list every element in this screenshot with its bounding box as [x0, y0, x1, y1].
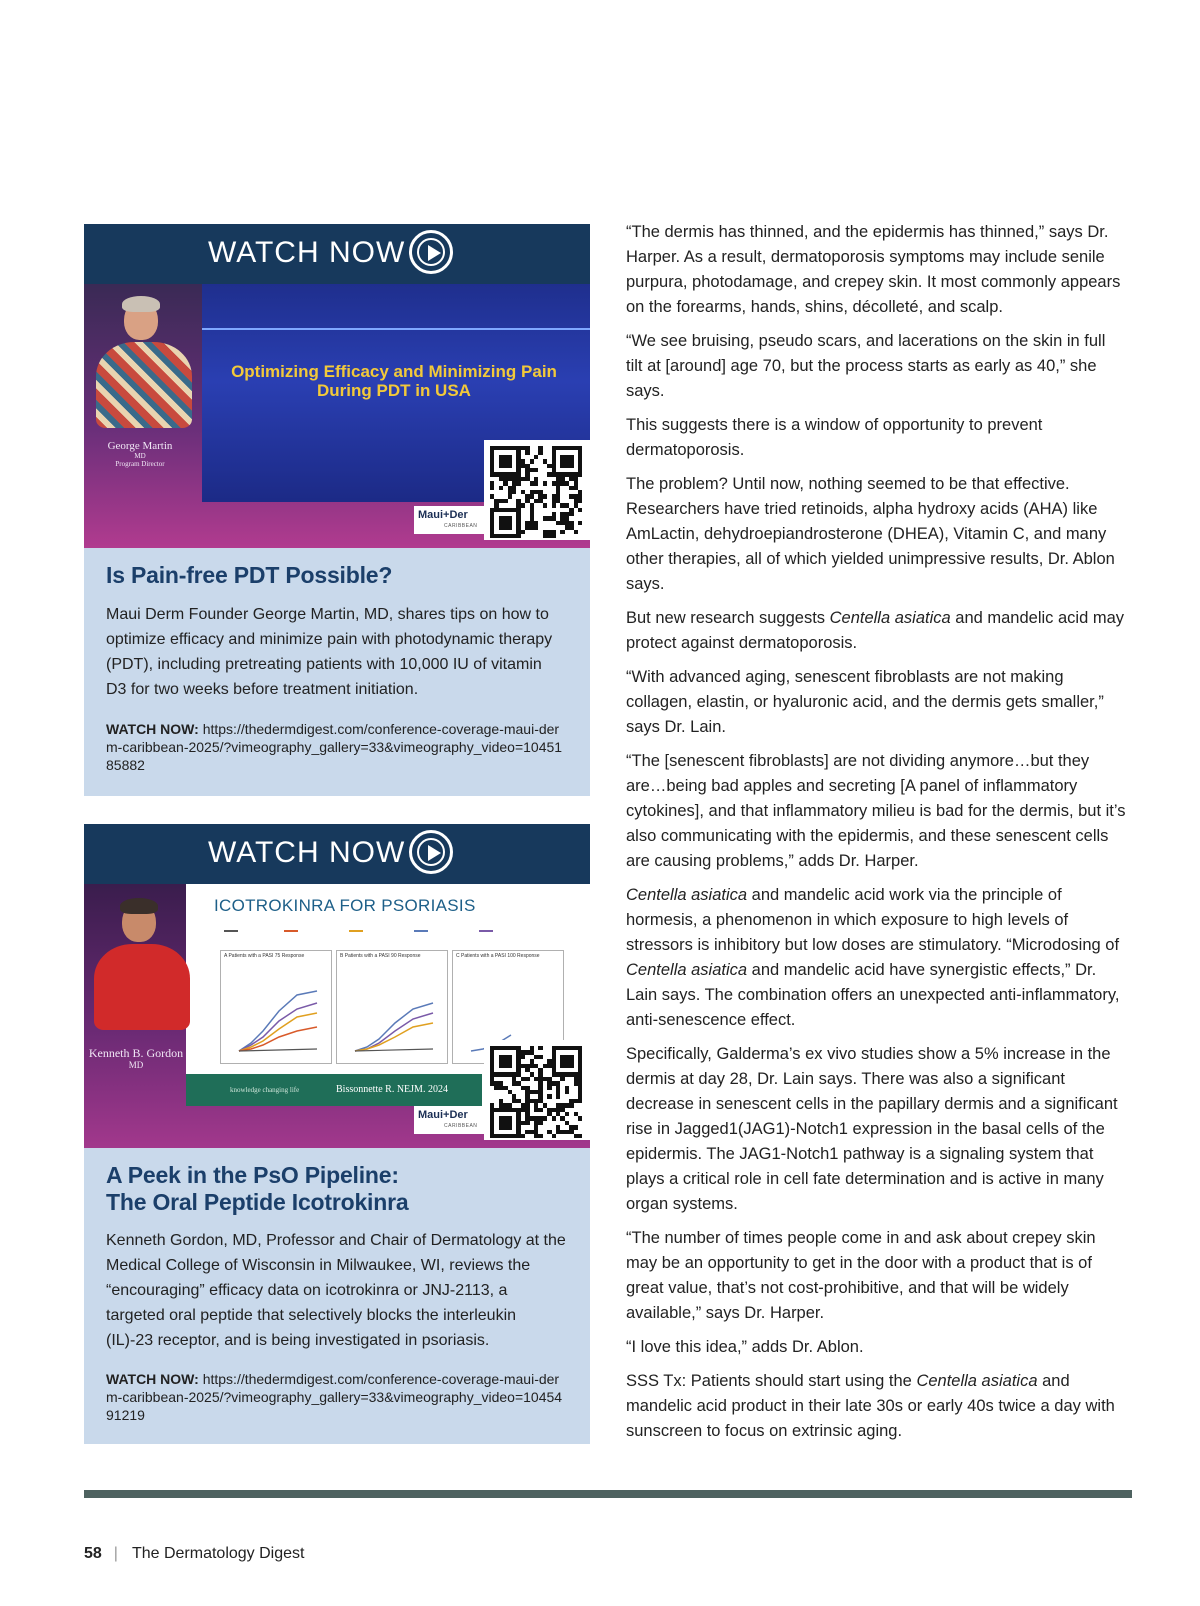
footer-rule	[84, 1490, 1132, 1498]
watch-now-link[interactable]	[106, 1370, 566, 1424]
page-number: 58	[84, 1545, 102, 1562]
slide-legend	[224, 924, 564, 938]
article-body	[626, 220, 1126, 1453]
species-name: Centella asiatica	[626, 886, 748, 904]
paragraph: “We see bruising, pseudo scars, and lacerations on the skin in full tilt at [around] age 70, but the process starts as early as 40,” she says.	[626, 332, 1106, 400]
play-icon[interactable]	[409, 230, 453, 274]
speaker-name: George Martin	[107, 440, 173, 452]
paragraph: Centella asiatica and mandelic acid work via the principle of hormesis, a phenomenon in which exposure to high levels of stressors is inhibitory but low doses are stimulatory. “Microdosing of Centella asiatica and mandelic acid have synergistic effects,” Dr. Lain says. The combination offers an unexpected anti-inflammatory, anti-senescence effect.	[626, 886, 1120, 1029]
speaker-role: Program Director	[115, 460, 165, 468]
video-card-pdt	[84, 224, 590, 796]
paragraph: “With advanced aging, senescent fibroblasts are not making collagen, elastin, or hyaluronic acid, and the dermis gets smaller,” says Dr. Lain.	[626, 668, 1104, 736]
species-name: Centella asiatica	[916, 1372, 1038, 1390]
video-thumbnail-psoriasis[interactable]	[84, 824, 590, 1148]
slide-footer-tagline: knowledge changing life	[230, 1086, 300, 1094]
speaker-name-tag	[86, 1046, 186, 1070]
speaker-name: Kenneth B. Gordon	[88, 1046, 184, 1060]
speaker-credential: MD	[128, 1060, 144, 1070]
link-label: WATCH NOW:	[106, 1371, 199, 1387]
card-description: Kenneth Gordon, MD, Professor and Chair of Dermatology at the Medical College of Wisconsin in Milwaukee, WI, reviews the “encouraging” efficacy data on icotrokinra or JNJ-2113, a targeted oral peptide that selectively blocks the interleukin (IL)-23 receptor, and is being investigated in psoriasis.	[106, 1232, 566, 1349]
species-name: Centella asiatica	[626, 961, 748, 979]
page-footer	[84, 1545, 304, 1563]
watch-now-label: WATCH NOW	[208, 236, 406, 269]
link-label: WATCH NOW:	[106, 721, 199, 737]
video-thumbnail-pdt[interactable]	[84, 224, 590, 548]
link-url[interactable]: https://thedermdigest.com/conference-coverage-maui-derm-caribbean-2025/?vimeography_gallery=33&vimeography_video=1045185882	[106, 721, 563, 773]
card-title-line2: The Oral Peptide Icotrokinra	[106, 1189, 409, 1215]
paragraph: The problem? Until now, nothing seemed to be that effective. Researchers have tried retinoids, alpha hydroxy acids (AHA) like AmLactin, dehydroepiandrosterone (DHEA), Vitamin C, and many other therapies, all of which yielded unimpressive results, Dr. Ablon says.	[626, 475, 1115, 593]
speaker-figure	[92, 294, 202, 434]
paragraph: “The dermis has thinned, and the epidermis has thinned,” says Dr. Harper. As a result, dermatoporosis symptoms may include senile purpura, photodamage, and crepey skin. It most commonly appears on the forearms, hands, shins, décolleté, and scalp.	[626, 223, 1121, 316]
paragraph: “The number of times people come in and ask about crepey skin may be an opportunity to get in the door with a product that is of great value, that’s not cost-prohibitive, and that will be widely available,” says Dr. Harper.	[626, 1229, 1096, 1322]
slide-citation: Bissonnette R. NEJM. 2024	[336, 1084, 448, 1095]
paragraph: “The [senescent fibroblasts] are not dividing anymore…but they are…being bad apples and secreting [A panel of inflammatory cytokines], and that inflammatory milieu is bad for the dermis, but it’s also communicating with the epidermis, and these senescent cells are causing problems,” adds Dr. Harper.	[626, 752, 1126, 870]
card-title-line1: A Peek in the PsO Pipeline:	[106, 1162, 399, 1188]
watch-now-banner[interactable]	[84, 224, 590, 284]
qr-code-icon[interactable]	[484, 440, 590, 540]
slide-chart-a: A Patients with a PASI 75 Response	[220, 950, 332, 1064]
link-url[interactable]: https://thedermdigest.com/conference-coverage-maui-derm-caribbean-2025/?vimeography_gallery=33&vimeography_video=1045491219	[106, 1371, 563, 1423]
paragraph: Specifically, Galderma’s ex vivo studies show a 5% increase in the dermis at day 28, Dr. Lain says. There was also a significant decrease in senescent cells in the papillary dermis and a significant rise in Jagged1(JAG1)-Notch1 expression in the basal cells of the epidermis. The JAG1-Notch1 pathway is a signaling system that plays a critical role in cell fate determination and is active in many organ systems.	[626, 1045, 1118, 1213]
watch-now-label: WATCH NOW	[208, 836, 406, 869]
publication-name: The Dermatology Digest	[131, 1545, 305, 1562]
card-description: Maui Derm Founder George Martin, MD, shares tips on how to optimize efficacy and minimize pain with photodynamic therapy (PDT), including pretreating patients with 10,000 IU of vitamin D3 for two weeks before treatment initiation.	[106, 606, 553, 698]
paragraph: SSS Tx: Patients should start using the Centella asiatica and mandelic acid product in their late 30s or early 40s twice a day with sunscreen to focus on extrinsic aging.	[626, 1372, 1115, 1440]
video-card-psoriasis	[84, 824, 590, 1444]
maui-derm-logo: Maui+Der CARIBBEAN	[414, 506, 504, 534]
card-title: Is Pain-free PDT Possible?	[106, 562, 393, 588]
slide-title: ICOTROKINRA FOR PSORIASIS	[214, 896, 476, 915]
species-name: Centella asiatica	[829, 609, 951, 627]
qr-code-icon[interactable]	[484, 1040, 590, 1140]
speaker-name-tag	[90, 440, 190, 468]
slide-title: Optimizing Efficacy and Minimizing Pain During PDT in USA	[231, 362, 557, 400]
speaker-credential: MD	[134, 452, 146, 460]
paragraph: This suggests there is a window of opportunity to prevent dermatoporosis.	[626, 416, 1043, 459]
slide-chart-c: C Patients with a PASI 100 Response	[452, 950, 564, 1064]
paragraph: “I love this idea,” adds Dr. Ablon.	[626, 1338, 864, 1356]
card-title	[106, 1162, 408, 1216]
slide-chart-b: B Patients with a PASI 90 Response	[336, 950, 448, 1064]
paragraph: But new research suggests Centella asiatica and mandelic acid may protect against dermatoporosis.	[626, 609, 1125, 652]
watch-now-link[interactable]	[106, 720, 566, 774]
slide-divider	[202, 328, 590, 330]
watch-now-banner[interactable]	[84, 824, 590, 884]
maui-derm-logo: Maui+Der CARIBBEAN	[414, 1106, 504, 1134]
footer-separator: |	[113, 1545, 118, 1562]
play-icon[interactable]	[409, 830, 453, 874]
speaker-figure	[90, 896, 200, 1036]
